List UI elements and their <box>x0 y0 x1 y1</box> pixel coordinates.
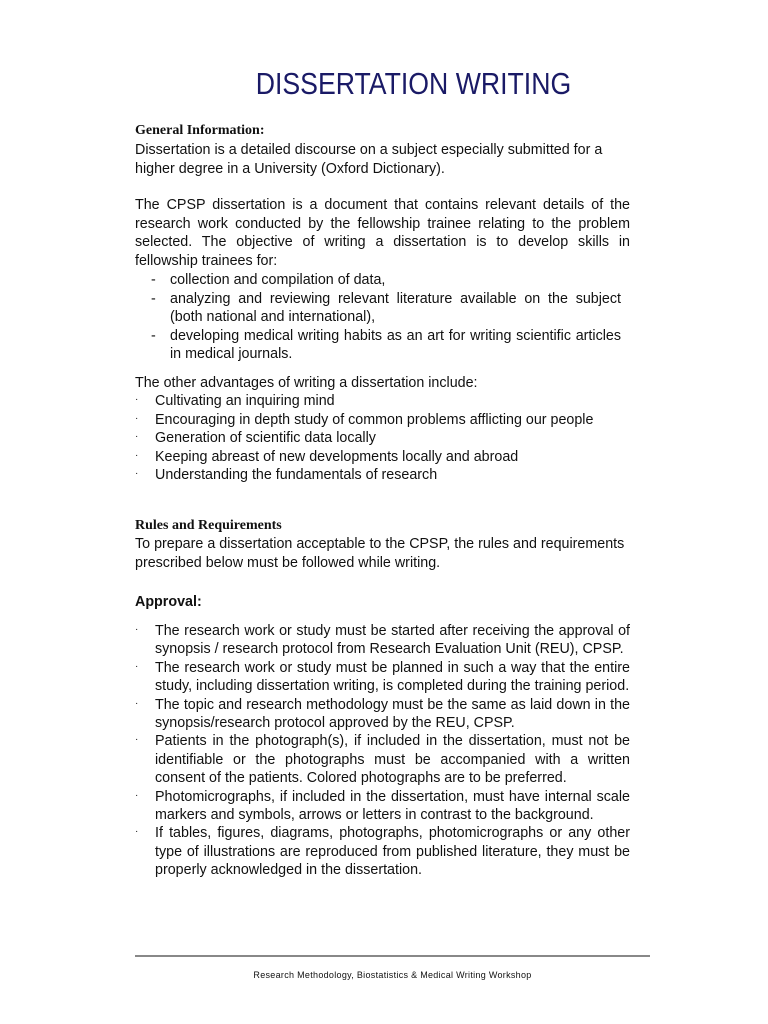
bullet-marker: · <box>135 826 139 838</box>
dash-marker: - <box>151 327 156 344</box>
list-item: - developing medical writing habits as an art for writing scientific articles in medical journals. <box>151 327 621 363</box>
cpsp-paragraph: The CPSP dissertation is a document that contains relevant details of the research work conducted by the fellowship trainee relating to the problem selected. The objective of writing a dissertation is to develop skills in fellowship trainees for: <box>135 197 630 269</box>
bullet-marker: · <box>135 697 139 709</box>
list-item: · Keeping abreast of new developments locally and abroad <box>135 448 519 465</box>
list-item: · The research work or study must be planned in such a way that the entire study, including dissertation writing, is completed during the training period. <box>135 659 630 695</box>
approval-heading: Approval: <box>135 594 202 610</box>
bullet-marker: · <box>135 412 139 424</box>
general-information-heading: General Information: <box>135 123 265 138</box>
footer-divider <box>135 955 650 957</box>
list-item: · Encouraging in depth study of common problems afflicting our people <box>135 411 594 428</box>
list-item: · Cultivating an inquiring mind <box>135 393 335 409</box>
advantages-list <box>135 392 630 485</box>
bullet-marker: · <box>135 431 139 443</box>
bullet-marker: · <box>135 624 139 635</box>
skills-list <box>151 271 621 364</box>
advantages-intro: The other advantages of writing a dissertation include: <box>135 375 478 391</box>
definition-paragraph: Dissertation is a detailed discourse on a subject especially submitted for a higher degree in a University (Oxford Dictionary). <box>135 142 603 177</box>
list-item: · Photomicrographs, if included in the dissertation, must have internal scale markers and symbols, arrows or letters in contrast to the background. <box>135 788 630 824</box>
dash-marker: - <box>151 272 156 288</box>
list-item: · Generation of scientific data locally <box>135 430 376 447</box>
list-item: - analyzing and reviewing relevant literature available on the subject (both national and international), <box>151 290 621 326</box>
page-footer: Research Methodology, Biostatistics & Medical Writing Workshop <box>253 970 532 980</box>
approval-list <box>135 622 630 880</box>
list-item: · If tables, figures, diagrams, photographs, photomicrographs or any other type of illustrations are reproduced from published literature, they must be properly acknowledged in the dissertation. <box>135 825 630 879</box>
rules-paragraph: To prepare a dissertation acceptable to the CPSP, the rules and requirements prescribed below must be followed while writing. <box>135 536 625 571</box>
bullet-marker: · <box>135 789 139 801</box>
bullet-marker: · <box>135 394 139 405</box>
bullet-marker: · <box>135 734 139 746</box>
page-title: DISSERTATION WRITING <box>255 66 572 101</box>
list-item: · Patients in the photograph(s), if included in the dissertation, must not be identifiable or the photographs must be accompanied with a written consent of the patients. Colored photographs are to be preferred. <box>135 733 630 787</box>
list-item: · Understanding the fundamentals of research <box>135 467 438 484</box>
rules-heading: Rules and Requirements <box>135 518 282 533</box>
bullet-marker: · <box>135 468 139 480</box>
list-item: · The topic and research methodology must be the same as laid down in the synopsis/research protocol approved by the REU, CPSP. <box>135 696 630 732</box>
bullet-marker: · <box>135 449 139 461</box>
bullet-marker: · <box>135 660 139 672</box>
dash-marker: - <box>151 290 156 307</box>
list-item: · The research work or study must be started after receiving the approval of synopsis / research protocol from Research Evaluation Unit (REU), CPSP. <box>135 623 630 658</box>
list-item: - collection and compilation of data, <box>151 272 386 288</box>
